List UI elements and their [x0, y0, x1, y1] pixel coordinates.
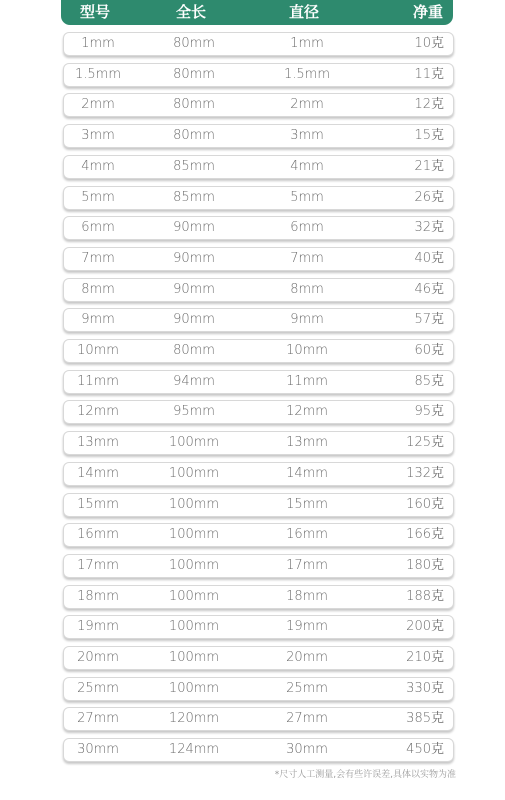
cell-diameter: 7mm [290, 250, 324, 266]
header-diameter: 直径 [288, 3, 319, 21]
cell-weight: 21克 [414, 158, 444, 174]
table-row [63, 93, 454, 117]
table-row [63, 32, 454, 56]
cell-model: 10mm [77, 343, 119, 358]
cell-model: 13mm [77, 435, 119, 451]
cell-length: 100mm [168, 435, 220, 451]
cell-weight: 125克 [406, 435, 444, 451]
cell-weight: 46克 [414, 281, 444, 297]
cell-length: 85mm [173, 189, 215, 205]
cell-model: 15mm [77, 496, 119, 512]
cell-diameter: 16mm [286, 527, 328, 543]
cell-model: 14mm [77, 465, 119, 481]
cell-length: 100mm [168, 650, 220, 665]
cell-weight: 32克 [414, 220, 444, 236]
cell-diameter: 8mm [290, 281, 324, 297]
cell-length: 90mm [173, 220, 215, 236]
cell-model: 7mm [81, 250, 115, 266]
cell-weight: 180克 [406, 557, 444, 573]
header-weight: 净重 [412, 3, 443, 21]
cell-model: 20mm [77, 650, 119, 665]
cell-weight: 188克 [406, 588, 444, 604]
cell-length: 100mm [168, 619, 220, 635]
table-row [63, 308, 454, 332]
cell-weight: 166克 [406, 527, 444, 543]
cell-length: 80mm [173, 343, 215, 358]
cell-model: 2mm [81, 97, 115, 113]
cell-model: 17mm [77, 557, 119, 573]
cell-length: 120mm [168, 711, 220, 727]
header-length: 全长 [175, 3, 206, 21]
cell-length: 124mm [168, 742, 220, 758]
cell-diameter: 9mm [290, 312, 324, 328]
cell-weight: 10克 [414, 36, 444, 51]
table-row [63, 585, 454, 609]
cell-diameter: 12mm [286, 404, 328, 420]
table-row [63, 646, 454, 670]
cell-length: 80mm [173, 36, 215, 51]
cell-diameter: 27mm [286, 711, 328, 727]
cell-model: 4mm [81, 158, 115, 174]
cell-weight: 450克 [406, 742, 444, 758]
header-model: 型号 [79, 3, 110, 21]
table-row [63, 523, 454, 547]
cell-model: 9mm [81, 312, 115, 328]
cell-diameter: 13mm [286, 435, 328, 451]
cell-model: 3mm [81, 128, 115, 144]
cell-model: 19mm [77, 619, 119, 635]
table-row [63, 247, 454, 271]
cell-length: 100mm [168, 465, 220, 481]
cell-weight: 330克 [406, 680, 444, 696]
table-row [63, 339, 454, 363]
table-row [63, 462, 454, 486]
cell-length: 94mm [173, 373, 215, 389]
cell-weight: 57克 [414, 312, 444, 328]
cell-diameter: 1.5mm [283, 66, 330, 82]
cell-weight: 200克 [406, 619, 444, 635]
cell-weight: 210克 [406, 650, 444, 665]
cell-length: 100mm [168, 588, 220, 604]
cell-diameter: 14mm [286, 465, 328, 481]
cell-weight: 160克 [406, 496, 444, 512]
cell-weight: 95克 [414, 404, 444, 420]
table-row [63, 63, 454, 87]
table-row [63, 493, 454, 517]
cell-weight: 85克 [414, 373, 444, 389]
cell-length: 85mm [173, 158, 215, 174]
cell-model: 11mm [77, 373, 119, 389]
table-row [63, 615, 454, 639]
cell-weight: 12克 [414, 97, 444, 113]
cell-length: 90mm [173, 312, 215, 328]
cell-model: 12mm [77, 404, 119, 420]
cell-weight: 385克 [406, 711, 444, 727]
cell-length: 80mm [173, 97, 215, 113]
cell-diameter: 25mm [286, 680, 328, 696]
table-row [63, 677, 454, 701]
cell-length: 90mm [173, 250, 215, 266]
cell-model: 27mm [77, 711, 119, 727]
table-row [63, 431, 454, 455]
table-row [63, 278, 454, 302]
cell-model: 30mm [77, 742, 119, 758]
cell-length: 80mm [173, 128, 215, 144]
cell-weight: 26克 [414, 189, 444, 205]
cell-model: 8mm [81, 281, 115, 297]
cell-diameter: 30mm [286, 742, 328, 758]
cell-length: 90mm [173, 281, 215, 297]
cell-model: 16mm [77, 527, 119, 543]
cell-model: 1mm [81, 36, 115, 51]
cell-weight: 40克 [414, 250, 444, 266]
cell-diameter: 17mm [286, 557, 328, 573]
cell-length: 100mm [168, 557, 220, 573]
cell-length: 100mm [168, 496, 220, 512]
table-row [63, 124, 454, 148]
cell-diameter: 5mm [290, 189, 324, 205]
cell-weight: 60克 [414, 343, 444, 358]
cell-diameter: 20mm [286, 650, 328, 665]
table-row [63, 707, 454, 731]
table-row [63, 554, 454, 578]
measurement-note: *尺寸人工测量,会有些许误差,具体以实物为准 [274, 770, 456, 780]
cell-weight: 15克 [414, 128, 444, 144]
cell-weight: 11克 [414, 66, 444, 82]
table-row [63, 186, 454, 210]
table-row [63, 400, 454, 424]
cell-diameter: 10mm [286, 343, 328, 358]
cell-model: 1.5mm [74, 66, 121, 82]
table-row [63, 216, 454, 240]
table-row [63, 738, 454, 762]
cell-diameter: 3mm [290, 128, 324, 144]
cell-diameter: 18mm [286, 588, 328, 604]
cell-diameter: 4mm [290, 158, 324, 174]
table-row [63, 155, 454, 179]
cell-model: 5mm [81, 189, 115, 205]
cell-length: 95mm [173, 404, 215, 420]
cell-model: 6mm [81, 220, 115, 236]
cell-diameter: 6mm [290, 220, 324, 236]
cell-length: 80mm [173, 66, 215, 82]
cell-model: 18mm [77, 588, 119, 604]
table-row [63, 370, 454, 394]
cell-diameter: 2mm [290, 97, 324, 113]
cell-diameter: 19mm [286, 619, 328, 635]
cell-diameter: 1mm [290, 36, 324, 51]
cell-length: 100mm [168, 680, 220, 696]
cell-model: 25mm [77, 680, 119, 696]
cell-diameter: 11mm [286, 373, 328, 389]
cell-weight: 132克 [406, 465, 444, 481]
cell-length: 100mm [168, 527, 220, 543]
cell-diameter: 15mm [286, 496, 328, 512]
